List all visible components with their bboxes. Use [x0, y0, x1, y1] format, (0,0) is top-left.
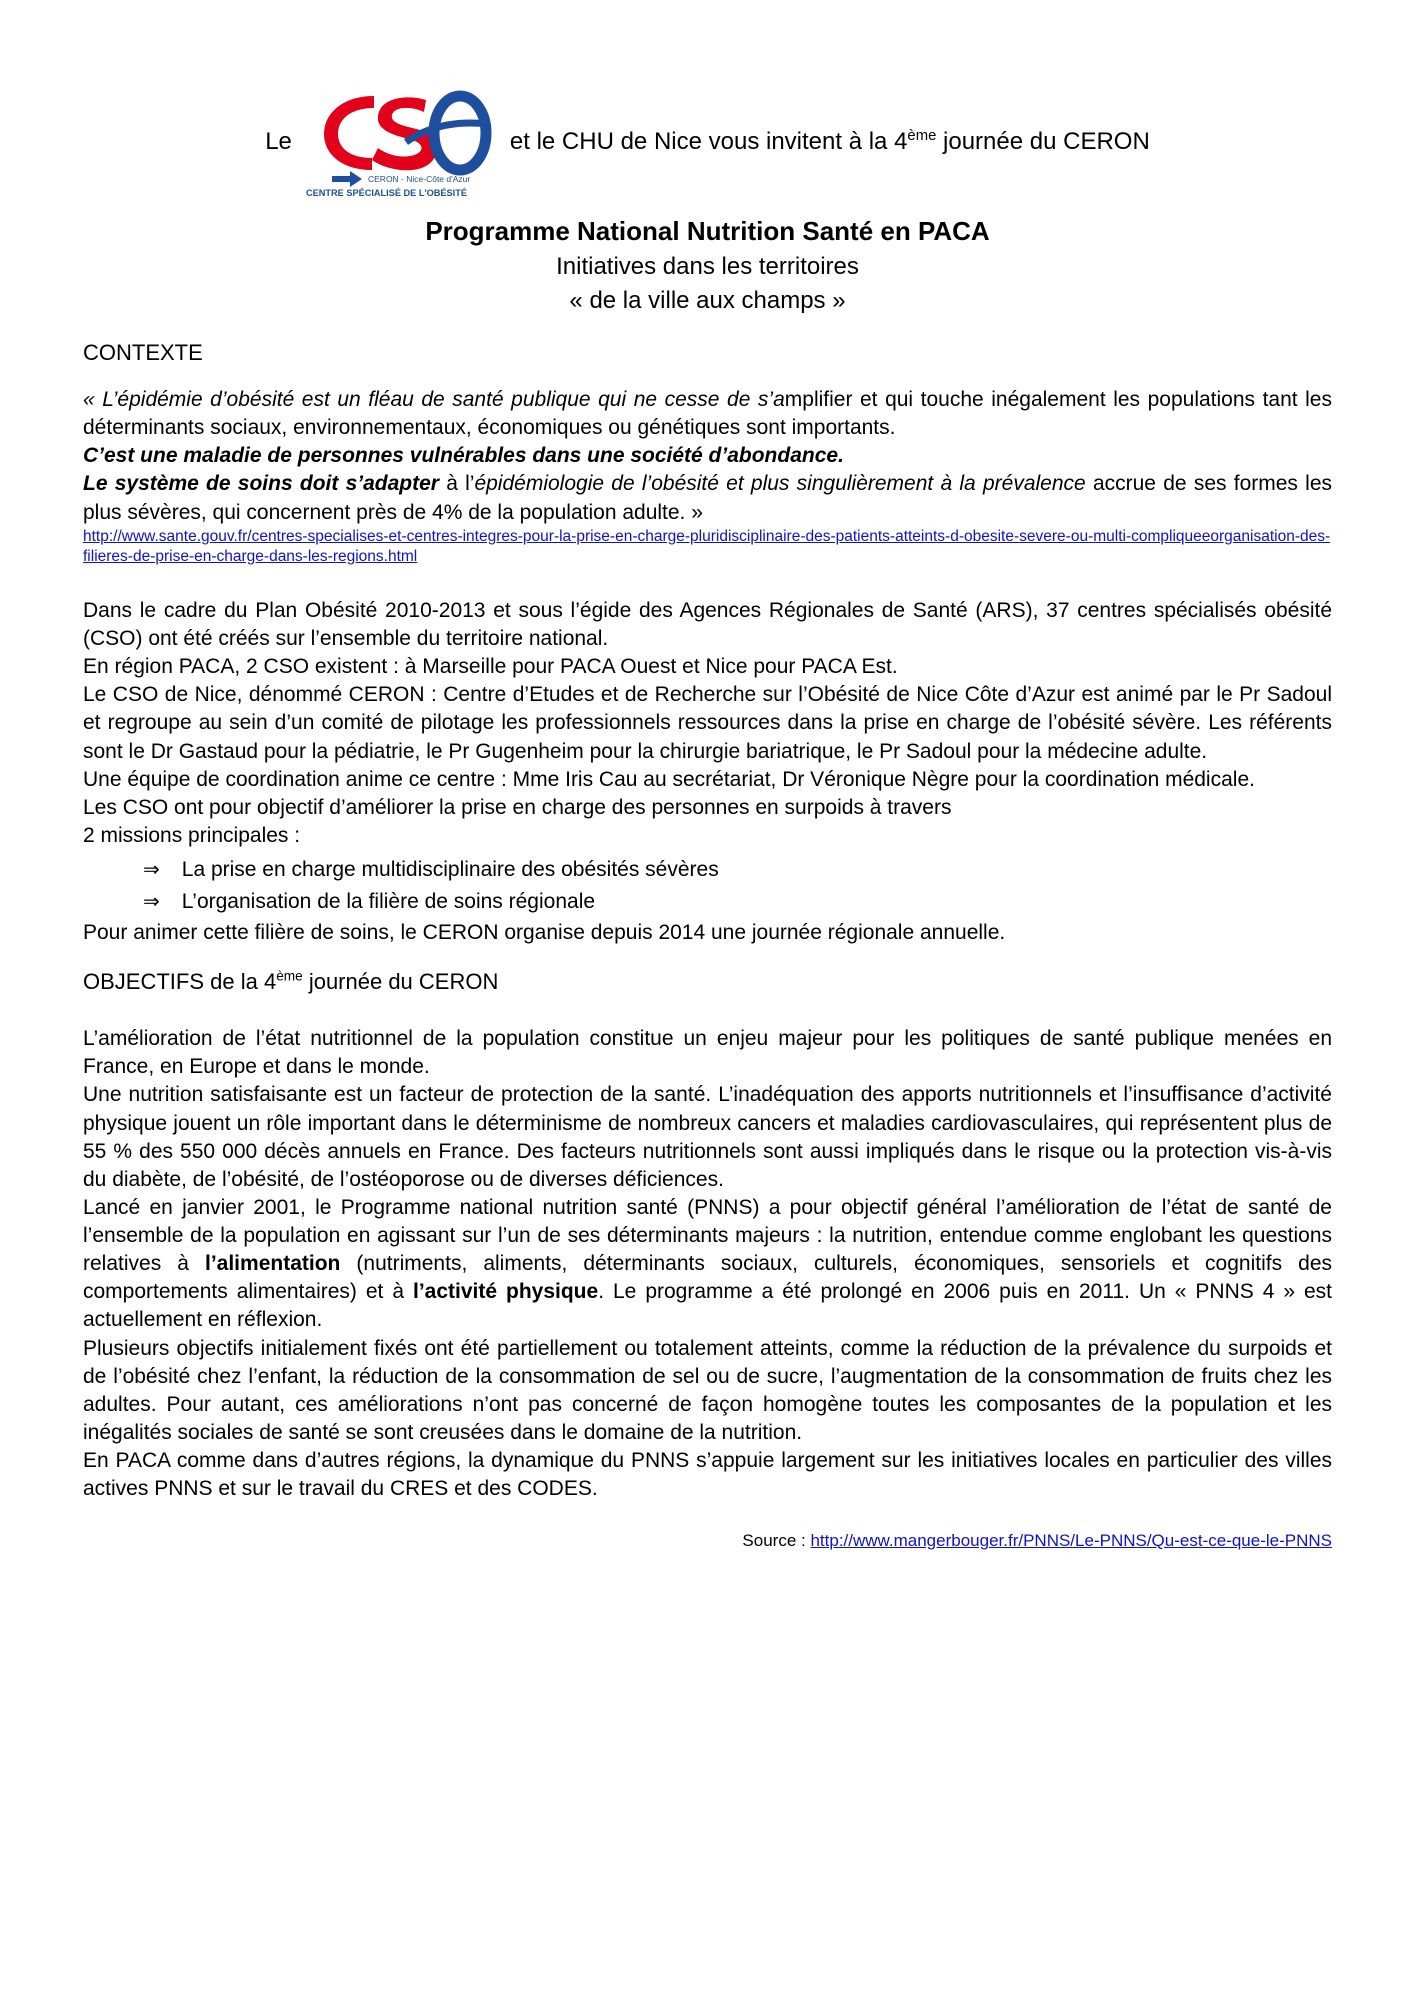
mission-label-1: La prise en charge multidisciplinaire des obésités sévères — [181, 858, 719, 882]
objectifs-paragraph-5: En PACA comme dans d’autres régions, la dynamique du PNNS s’appuie largement sur les initiatives locales en particulier des villes actives PNNS et sur le travail du CRES et des CODES. — [83, 1449, 1332, 1501]
mission-label-2: L’organisation de la filière de soins régionale — [181, 889, 596, 913]
contexte-paragraph-2: En région PACA, 2 CSO existent : à Marseille pour PACA Ouest et Nice pour PACA Est. — [83, 655, 898, 679]
objectifs-heading-ordinal: ème — [276, 968, 303, 984]
list-item — [143, 886, 1332, 918]
objectifs-p3-b: (nutriments, aliments, déterminants sociaux, culturels, économiques, sensoriels et cognitifs des comportements alimentaires) et à — [83, 1252, 1333, 1304]
ceron-cso-logo — [302, 84, 502, 199]
contexte-quote-paragraph — [83, 386, 1332, 442]
objectifs-p3-bold-alimentation: l’alimentation — [205, 1252, 341, 1276]
logo-caption-bottom: CENTRE SPÉCIALISÉ DE L'OBÉSITÉ — [305, 188, 467, 198]
contexte-adapt-pre: à l’ — [438, 472, 475, 496]
contexte-quote-rest: mplifier et qui touche inégalement les populations tant les déterminants sociaux, environnementaux, économiques ou génétiques sont importants. — [83, 388, 1332, 440]
header-invitation-line — [83, 84, 1332, 199]
objectifs-paragraph-4: Plusieurs objectifs initialement fixés ont été partiellement ou totalement atteints, comme la réduction de la prévalence du surpoids et de l’obésité chez l’enfant, la réduction de la consommation de sel ou de sucre, l’augmentation de la consommation de fruits chez les adultes. Pour autant, ces améliorations n’ont pas concerné de façon homogène toutes les composantes de la population et les inégalités sociales de santé se sont creusées dans le domaine de la nutrition. — [83, 1336, 1332, 1444]
contexte-adapt-paragraph — [83, 470, 1332, 526]
contexte-source-link[interactable]: http://www.sante.gouv.fr/centres-specialises-et-centres-integres-pour-la-prise-en-charge-pluridisciplinaire-des-patients-atteints-d-obesite-severe-ou-multi-compliqueeorganisation-des-filieres-de-prise-en-charge-dans-les-regions.html — [83, 527, 1331, 565]
section-heading-contexte: CONTEXTE — [83, 340, 203, 366]
header-suffix-b: journée du CERON — [936, 127, 1150, 155]
objectifs-paragraph-2: Une nutrition satisfaisante est un facteur de protection de la santé. L’inadéquation des apports nutritionnels et l’insuffisance d’activité physique jouent un rôle important dans le déterminisme de nombreux cancers et maladies cardiovasculaires, qui représentent plus de 55 % des 550 000 décès annuels en France. Des facteurs nutritionnels sont aussi impliqués dans le risque ou la protection vis-à-vis du diabète, de l’obésité, de l’ostéoporose ou de diverses déficiences. — [83, 1083, 1332, 1191]
contexte-paragraph-4: Une équipe de coordination anime ce centre : Mme Iris Cau au secrétariat, Dr Véronique Nègre pour la coordination médicale. — [83, 767, 1255, 791]
objectifs-heading-pre: OBJECTIFS de la 4 — [83, 969, 277, 995]
title-line-1: Programme National Nutrition Santé en PACA — [425, 216, 990, 246]
objectifs-p3-a: Lancé en janvier 2001, le Programme national nutrition santé (PNNS) a pour objectif général l’amélioration de l’état de santé de l’ensemble de la population en agissant sur l’un de ses déterminants majeurs : la nutrition, entendue comme englobant les questions relatives à — [83, 1195, 1332, 1276]
double-arrow-icon: ⇒ — [143, 890, 160, 913]
logo-caption-top: CERON - Nice-Côte d'Azur — [367, 174, 471, 184]
header-suffix-ordinal: ème — [907, 127, 937, 144]
objectifs-p3-bold-activite-physique: l’activité physique — [413, 1280, 599, 1304]
footer-source — [83, 1531, 1332, 1551]
contexte-adapt-tail: accrue de ses formes les plus sévères, qui concernent près de 4% de la population adulte. » — [83, 472, 1332, 524]
contexte-paragraph-3: Le CSO de Nice, dénommé CERON : Centre d’Etudes et de Recherche sur l’Obésité de Nice Côte d’Azur est animé par le Pr Sadoul et regroupe au sein d’un comité de pilotage les professionnels ressources dans la prise en charge de l’obésité sévère. Les référents sont le Dr Gastaud pour la pédiatrie, le Pr Gugenheim pour la chirurgie bariatrique, le Pr Sadoul pour la médecine adulte. — [83, 683, 1332, 763]
missions-list — [83, 854, 1332, 917]
contexte-paragraph-6: 2 missions principales : — [83, 823, 301, 847]
objectifs-heading-post: journée du CERON — [302, 969, 499, 995]
title-line-3: « de la ville aux champs » — [569, 286, 846, 314]
header-prefix-text: Le — [265, 127, 292, 155]
contexte-adapt-italic: épidémiologie de l’obésité et plus singulièrement à la prévalence — [474, 472, 1086, 496]
header-suffix-a: et le CHU de Nice vous invitent à la 4 — [509, 127, 908, 155]
contexte-closing-paragraph: Pour animer cette filière de soins, le CERON organise depuis 2014 une journée régionale annuelle. — [83, 921, 1006, 945]
list-item — [143, 854, 1332, 886]
objectifs-p3-c: . Le programme a été prolongé en 2006 puis en 2011. Un « PNNS 4 » est actuellement en réflexion. — [83, 1280, 1333, 1332]
contexte-paragraph-5: Les CSO ont pour objectif d’améliorer la prise en charge des personnes en surpoids à travers — [83, 795, 952, 819]
section-heading-objectifs — [83, 969, 1332, 995]
objectifs-paragraph-3 — [83, 1194, 1332, 1335]
contexte-paragraph-group — [83, 597, 1332, 850]
contexte-paragraph-1: Dans le cadre du Plan Obésité 2010-2013 et sous l’égide des Agences Régionales de Santé (ARS), 37 centres spécialisés obésité (CSO) ont été créés sur l’ensemble du territoire national. — [83, 598, 1332, 651]
header-suffix-text — [510, 128, 1150, 156]
double-arrow-icon: ⇒ — [143, 859, 160, 882]
objectifs-paragraph-group — [83, 1025, 1332, 1503]
objectifs-paragraph-1: L’amélioration de l’état nutritionnel de la population constitue un enjeu majeur pour les politiques de santé publique menées en France, en Europe et dans le monde. — [83, 1027, 1332, 1079]
title-line-2: Initiatives dans les territoires — [556, 252, 859, 280]
footer-source-link[interactable]: http://www.mangerbouger.fr/PNNS/Le-PNNS/Qu-est-ce-que-le-PNNS — [810, 1531, 1332, 1551]
contexte-adapt-bold: Le système de soins doit s’adapter — [83, 472, 439, 496]
contexte-quote-italic: « L’épidémie d’obésité est un fléau de santé publique qui ne cesse de s’a — [83, 388, 785, 412]
document-title-block — [83, 213, 1332, 318]
footer-source-label: Source : — [742, 1531, 811, 1551]
contexte-bold-line: C’est une maladie de personnes vulnérables dans une société d’abondance. — [83, 444, 844, 468]
